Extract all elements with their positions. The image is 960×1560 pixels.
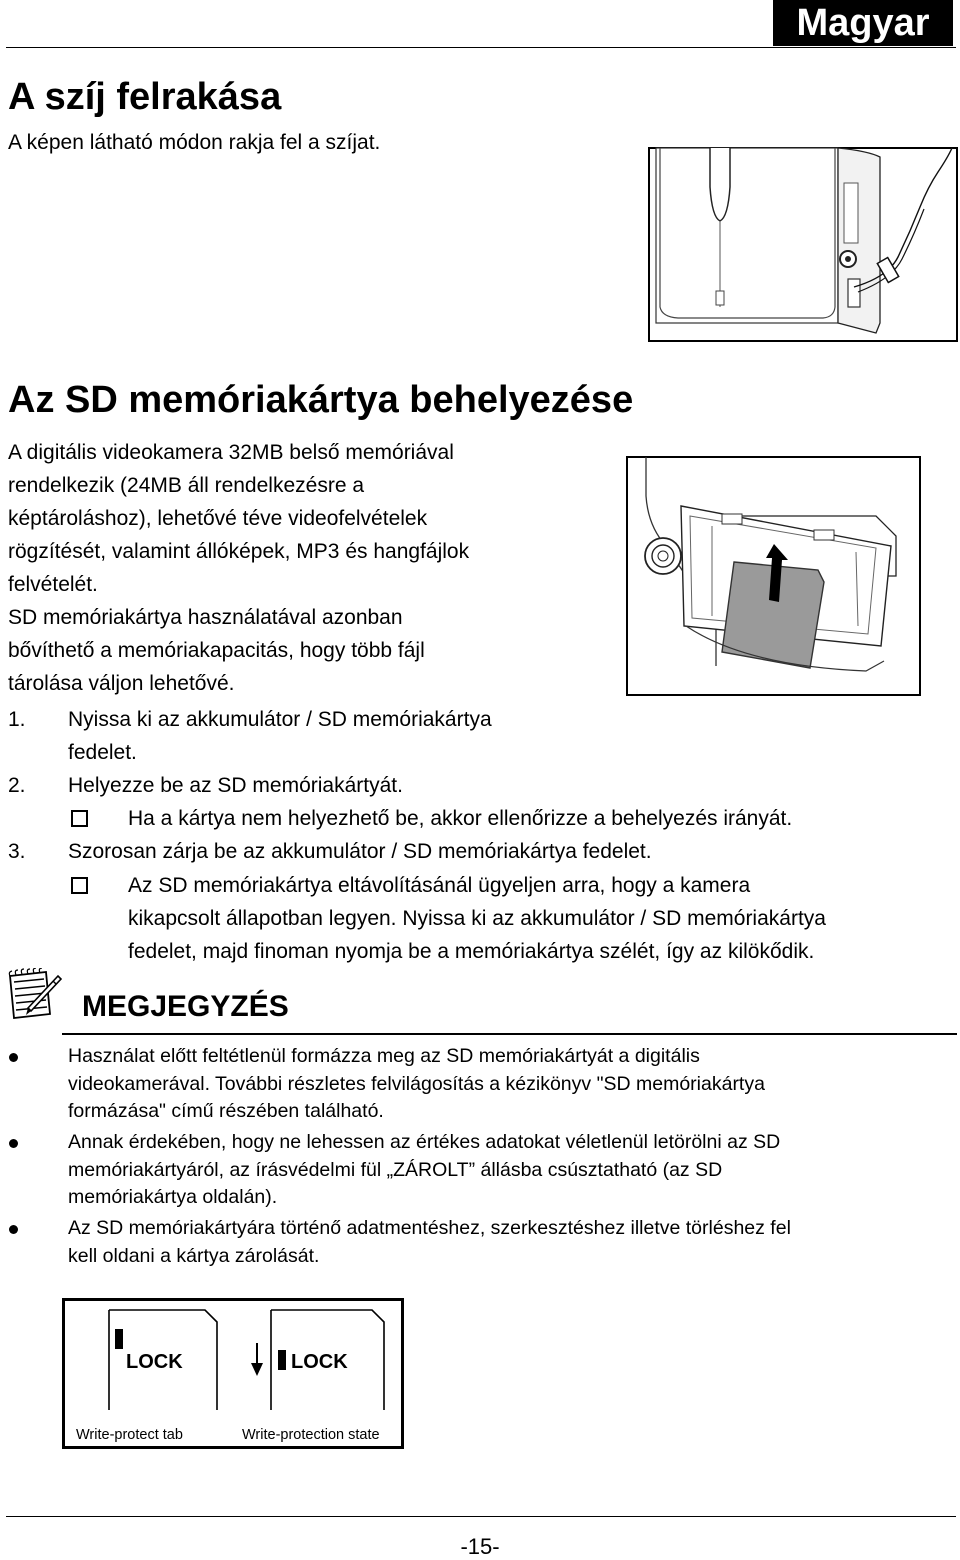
checkbox-icon — [71, 810, 88, 827]
intro-line: bővíthető a memóriakapacitás, hogy több fájl — [8, 639, 425, 662]
step-text: Nyissa ki az akkumulátor / SD memóriakártya — [68, 708, 492, 731]
intro-line: képtároláshoz), lehetővé téve videofelvételek — [8, 507, 428, 530]
strap-title: A szíj felrakása — [8, 76, 282, 118]
language-badge: Magyar — [773, 0, 953, 46]
note-title: MEGJEGYZÉS — [82, 990, 289, 1023]
intro-line: A digitális videokamera 32MB belső memóriával — [8, 441, 454, 464]
intro-line: SD memóriakártya használatával azonban — [8, 606, 403, 629]
bullet-line: memóriakártyáról, az írásvédelmi fül „ZÁROLT” állásba csúsztatható (az SD — [68, 1158, 723, 1181]
step-number: 3. — [8, 840, 26, 863]
intro-line: rendelkezik (24MB áll rendelkezésre a — [8, 474, 365, 497]
caption-right: Write-protection state — [242, 1427, 380, 1443]
lock-tab-right — [278, 1350, 286, 1370]
bullet-dot — [9, 1053, 18, 1062]
bullet-line: kell oldani a kártya zárolását. — [68, 1244, 320, 1267]
step-number: 2. — [8, 774, 26, 797]
bullet-line: Annak érdekében, hogy ne lehessen az értékes adatokat véletlenül letörölni az SD — [68, 1131, 781, 1153]
tip-text: kikapcsolt állapotban legyen. Nyissa ki az akkumulátor / SD memóriakártya — [128, 907, 826, 930]
page-number: -15- — [460, 1534, 500, 1559]
strap-illustration — [648, 147, 958, 342]
lock-label-right: LOCK — [291, 1351, 348, 1373]
bullet-line: Használat előtt feltétlenül formázza meg az SD memóriakártyát a digitális — [68, 1045, 700, 1067]
sd-intro — [8, 436, 469, 700]
caption-left: Write-protect tab — [76, 1427, 183, 1443]
write-protect-figure — [62, 1298, 404, 1450]
sd-card-insertion-illustration — [626, 456, 922, 698]
tip-text: fedelet, majd finoman nyomja be a memóriakártya szélét, így az kilökődik. — [128, 940, 815, 963]
note-rule — [62, 1033, 957, 1035]
step-text: Helyezze be az SD memóriakártyát. — [68, 774, 403, 797]
lock-label-left: LOCK — [126, 1351, 183, 1373]
footer-rule — [6, 1516, 956, 1517]
intro-line: rögzítését, valamint állóképek, MP3 és hangfájlok — [8, 540, 470, 563]
step-2 — [8, 769, 908, 802]
tip-text: Ha a kártya nem helyezhető be, akkor ellenőrizze a behelyezés irányát. — [128, 807, 793, 830]
header-rule — [6, 47, 956, 48]
bullet-line: formázása" című részében található. — [68, 1100, 384, 1122]
tip-remove-card — [68, 869, 958, 969]
bullet-dot — [9, 1139, 18, 1148]
sd-section-title: Az SD memóriakártya behelyezése — [8, 379, 634, 421]
notepad-pencil-icon — [6, 968, 62, 1020]
step-text: fedelet. — [68, 741, 137, 764]
step-text: Szorosan zárja be az akkumulátor / SD memóriakártya fedelet. — [68, 840, 652, 863]
strap-text: A képen látható módon rakja fel a szíjat. — [8, 131, 381, 154]
bullet-line: videokamerával. További részletes felvilágosítás a kézikönyv "SD memóriakártya — [68, 1072, 765, 1095]
intro-line: tárolása váljon lehetővé. — [8, 672, 235, 695]
note-bullet-2 — [0, 1129, 960, 1214]
bullet-line: Az SD memóriakártyára történő adatmentéshez, szerkesztéshez illetve törléshez fel — [68, 1217, 791, 1239]
note-bullet-1 — [0, 1043, 960, 1128]
tip-insert-direction — [68, 802, 948, 835]
tip-text: Az SD memóriakártya eltávolításánál ügyeljen arra, hogy a kamera — [128, 874, 751, 897]
step-1 — [8, 703, 908, 769]
step-3 — [8, 835, 908, 868]
checkbox-icon — [71, 877, 88, 894]
bullet-line: memóriakártya oldalán). — [68, 1186, 278, 1208]
note-bullet-3 — [0, 1215, 960, 1273]
lock-tab-left — [115, 1329, 123, 1349]
bullet-dot — [9, 1225, 18, 1234]
step-number: 1. — [8, 708, 26, 731]
intro-line: felvételét. — [8, 573, 98, 596]
